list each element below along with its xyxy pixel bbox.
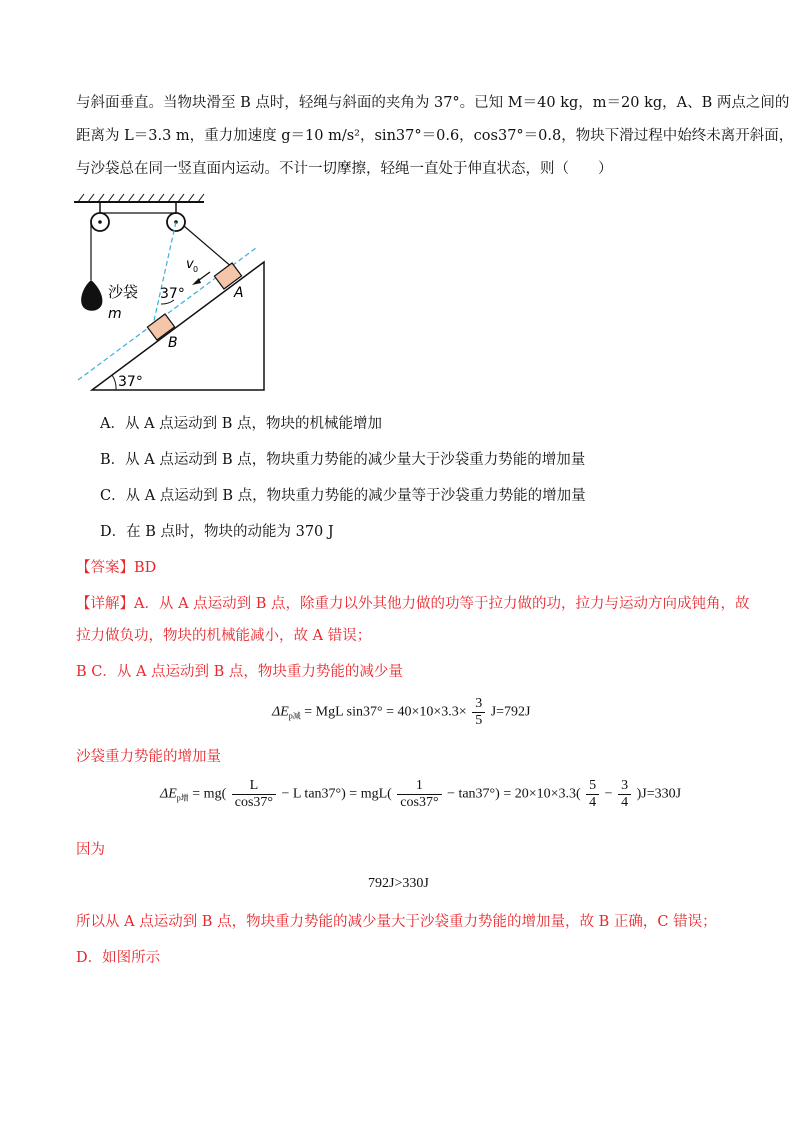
answer: 【答案】BD bbox=[76, 560, 157, 576]
question-line-3: 与沙袋总在同一竖直面内运动。不计一切摩擦，轻绳一直处于伸直状态，则（ ） bbox=[76, 161, 613, 177]
explanation-line-6: 所以从 A 点运动到 B 点，物块重力势能的减少量大于沙袋重力势能的增加量，故 B 正确，C 错误； bbox=[76, 914, 717, 930]
incline bbox=[92, 262, 264, 390]
sandbag-label: 沙袋 bbox=[108, 283, 139, 301]
explanation-line-4: 沙袋重力势能的增加量 bbox=[76, 749, 221, 765]
option-b: B．从 A 点运动到 B 点，物块重力势能的减少量大于沙袋重力势能的增加量 bbox=[100, 452, 586, 468]
angle-top-label: 37° bbox=[160, 286, 185, 302]
velocity-label: v bbox=[186, 257, 194, 272]
equation-2: $\Delta E_{p增} = mg$( $\frac{L}{\cos 37^\circ}$ − L tan37°) = mgL( $\frac{1}{\cos 37^\circ}$ − tan37°) = 20×10×3.3( $\frac{5}{4}$ − $\frac{3}{4}$ )J=330J bbox=[160, 778, 682, 810]
point-b-label: B bbox=[168, 335, 178, 351]
option-c: C．从 A 点运动到 B 点，物块重力势能的减少量等于沙袋重力势能的增加量 bbox=[100, 488, 586, 504]
velocity-subscript: 0 bbox=[193, 265, 199, 274]
explanation-line-5: 因为 bbox=[76, 842, 105, 858]
question-line-2: 距离为 L＝3.3 m，重力加速度 g＝10 m/s²，sin37°＝0.6，cos37°＝0.8，物块下滑过程中始终未离开斜面， bbox=[76, 128, 794, 144]
sandbag bbox=[81, 280, 102, 311]
question-line-1: 与斜面垂直。当物块滑至 B 点时，轻绳与斜面的夹角为 37°。已知 M＝40 kg，m＝20 kg，A、B 两点之间的 bbox=[76, 95, 790, 111]
explanation-line-3: B C．从 A 点运动到 B 点，物块重力势能的减少量 bbox=[76, 664, 403, 680]
physics-figure bbox=[60, 190, 280, 400]
explanation-line-1: 【详解】A．从 A 点运动到 B 点，除重力以外其他力做的功等于拉力做的功，拉力与运动方向成钝角，故 bbox=[76, 596, 750, 612]
explanation-line-7: D．如图所示 bbox=[76, 950, 161, 966]
explanation-line-2: 拉力做负功，物块的机械能减小，故 A 错误； bbox=[76, 628, 372, 644]
option-d: D．在 B 点时，物块的动能为 370 J bbox=[100, 524, 334, 540]
dashed-rope-at-b bbox=[153, 222, 176, 325]
equation-3: 792J>330J bbox=[368, 876, 429, 891]
angle-bottom-label: 37° bbox=[118, 374, 143, 390]
option-a: A．从 A 点运动到 B 点，物块的机械能增加 bbox=[100, 416, 383, 432]
mass-label: m bbox=[108, 306, 122, 322]
ceiling-hatch bbox=[78, 194, 204, 202]
equation-1: $\Delta E_{p减}$ = MgL sin37° = 40×10×3.3× $\frac{3}{5}$ J=792J bbox=[272, 696, 531, 728]
point-a-label: A bbox=[234, 285, 244, 301]
